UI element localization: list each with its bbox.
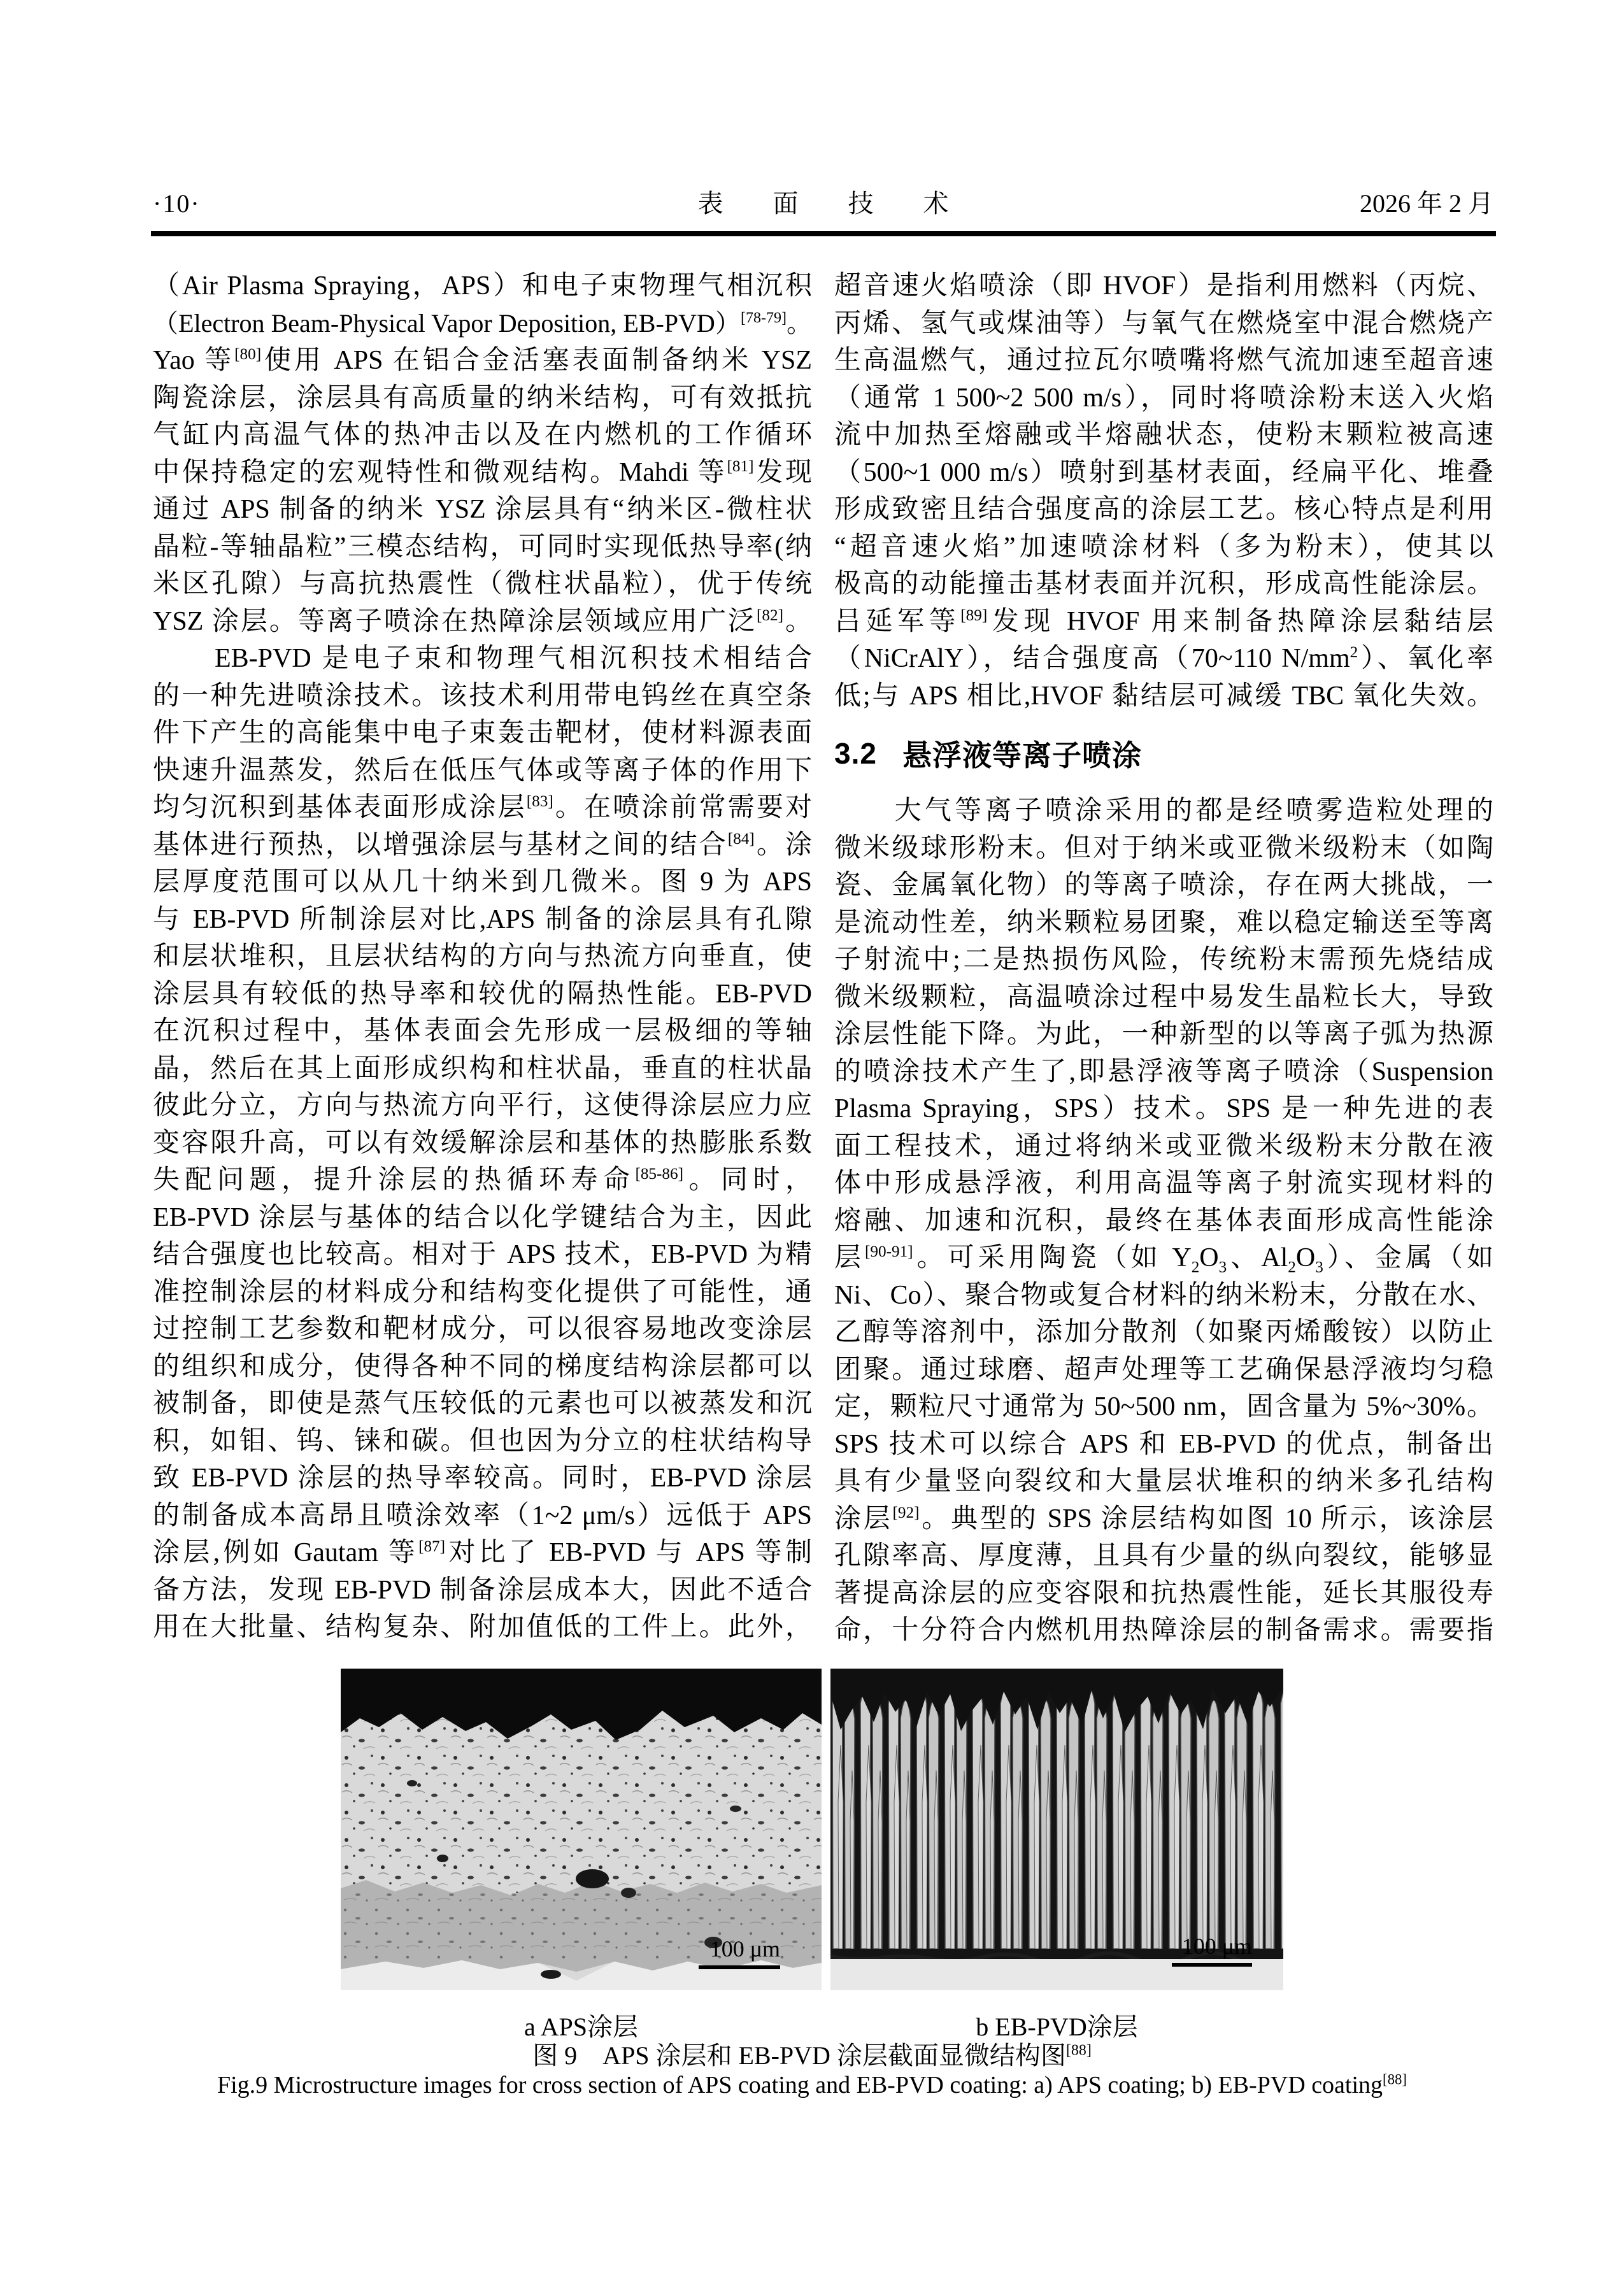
aps-micrograph-image — [341, 1669, 822, 1990]
panel-a-label: a APS涂层 — [524, 2013, 638, 2041]
text-line: 孔隙率高、厚度薄，且具有少量的纵向裂纹，能够显 — [834, 1541, 1493, 1571]
text-line: Ni、Co）、聚合物或复合材料的纳米粉末，分散在水、 — [834, 1280, 1493, 1310]
text-line: 涂层,例如 Gautam 等[87]对比了 EB-PVD 与 APS 等制 — [153, 1538, 812, 1567]
text-line: 著提高涂层的应变容限和抗热震性能，延长其服役寿 — [834, 1578, 1493, 1608]
text-line: 体中形成悬浮液，利用高温等离子射流实现材料的 — [834, 1169, 1493, 1198]
text-line: 中保持稳定的宏观特性和微观结构。Mahdi 等[81]发现 — [153, 457, 812, 487]
section-heading — [834, 715, 1493, 792]
text-line: 过控制工艺参数和靶材成分，可以很容易地改变涂层 — [153, 1315, 812, 1344]
text-line: 具有少量竖向裂纹和大量层状堆积的纳米多孔结构 — [834, 1467, 1493, 1496]
text-line: 极高的动能撞击基材表面并沉积，形成高性能涂层。 — [834, 569, 1493, 599]
text-line: 米区孔隙）与高抗热震性（微柱状晶粒），优于传统 — [153, 569, 812, 599]
text-line: 瓷、金属氧化物）的等离子喷涂，存在两大挑战，一 — [834, 871, 1493, 900]
text-line: 的组织和成分，使得各种不同的梯度结构涂层都可以 — [153, 1351, 812, 1381]
scale-bar-b — [1172, 1963, 1252, 1967]
text-line: 层厚度范围可以从几十纳米到几微米。图 9 为 APS — [153, 867, 812, 897]
text-line: YSZ 涂层。等离子喷涂在热障涂层领域应用广泛[82]。 — [153, 606, 812, 636]
text-line: Yao 等[80]使用 APS 在铝合金活塞表面制备纳米 YSZ — [153, 346, 812, 375]
text-line: 气缸内高温气体的热冲击以及在内燃机的工作循环 — [153, 420, 812, 450]
right-column — [834, 267, 1493, 1649]
right-column-part1 — [834, 267, 1493, 715]
section-title: 悬浮液等离子喷涂 — [902, 739, 1142, 772]
text-line: 面工程技术，通过将纳米或亚微米级粉末分散在液 — [834, 1131, 1493, 1161]
text-line: SPS 技术可以综合 APS 和 EB-PVD 的优点，制备出 — [834, 1429, 1493, 1459]
text-line: 涂层性能下降。为此，一种新型的以等离子弧为热源 — [834, 1020, 1493, 1049]
figure-9 — [341, 1669, 1286, 2043]
text-line: 基体进行预热，以增强涂层与基材之间的结合[84]。涂 — [153, 830, 812, 860]
text-line: 与 EB-PVD 所制涂层对比,APS 制备的涂层具有孔隙 — [153, 904, 812, 934]
left-column — [153, 267, 812, 1646]
text-line: 微米级颗粒，高温喷涂过程中易发生晶粒长大，导致 — [834, 982, 1493, 1012]
text-line: 层[90-91]。可采用陶瓷（如 $Y_2O_3$、$Al_2O_3$）、金属（如 — [834, 1243, 1493, 1276]
text-line: 晶粒-等轴晶粒”三模态结构，可同时实现低热导率(纳 — [153, 532, 812, 562]
text-line: 晶，然后在其上面形成织构和柱状晶，垂直的柱状晶 — [153, 1053, 812, 1083]
text-line: 的制备成本高昂且喷涂效率（1~2 μm/s）远低于 APS — [153, 1500, 812, 1530]
text-line: 致 EB-PVD 涂层的热导率较高。同时，EB-PVD 涂层 — [153, 1464, 812, 1493]
figure-caption-zh: 图 9 APS 涂层和 EB-PVD 涂层截面显微结构图[88] — [532, 2041, 1092, 2070]
scale-bar-label-b: 100 μm — [1181, 1934, 1252, 1959]
text-line: 件下产生的高能集中电子束轰击靶材，使材料源表面 — [153, 718, 812, 748]
text-line: 吕延军等[89]发现 HVOF 用来制备热障涂层黏结层 — [834, 606, 1493, 636]
text-line: 被制备，即使是蒸气压较低的元素也可以被蒸发和沉 — [153, 1389, 812, 1418]
panel-b-label: b EB-PVD涂层 — [976, 2013, 1138, 2041]
text-line: 丙烯、氢气或煤油等）与氧气在燃烧室中混合燃烧产 — [834, 308, 1493, 338]
text-line: 涂层[92]。典型的 SPS 涂层结构如图 10 所示，该涂层 — [834, 1504, 1493, 1534]
text-line: 在沉积过程中，基体表面会先形成一层极细的等轴 — [153, 1016, 812, 1046]
text-line: 彼此分立，方向与热流方向平行，这使得涂层应力应 — [153, 1091, 812, 1120]
text-line: 乙醇等溶剂中，添加分散剂（如聚丙烯酸铵）以防止 — [834, 1318, 1493, 1347]
text-line: 备方法，发现 EB-PVD 制备涂层成本大，因此不适合 — [153, 1575, 812, 1605]
text-line: （通常 1 500~2 500 m/s），同时将喷涂粉末送入火焰 — [834, 383, 1493, 413]
text-line: 流中加热至熔融或半熔融状态，使粉末颗粒被高速 — [834, 420, 1493, 450]
text-line: 大气等离子喷涂采用的都是经喷雾造粒处理的 — [834, 796, 1493, 825]
text-line: 准控制涂层的材料成分和结构变化提供了可能性，通 — [153, 1277, 812, 1307]
text-line: 是流动性差，纳米颗粒易团聚，难以稳定输送至等离 — [834, 908, 1493, 937]
text-line: EB-PVD 涂层与基体的结合以化学键结合为主，因此 — [153, 1202, 812, 1232]
page-number: ·10· — [153, 189, 201, 218]
text-line: 微米级球形粉末。但对于纳米或亚微米级粉末（如陶 — [834, 833, 1493, 863]
text-line: （NiCrAlY），结合强度高（70~110 $N/mm^2$）、氧化率 — [834, 644, 1493, 673]
text-line: 用在大批量、结构复杂、附加值低的工件上。此外， — [153, 1613, 812, 1642]
text-line: 的喷涂技术产生了,即悬浮液等离子喷涂（Suspension — [834, 1057, 1493, 1087]
text-line: 超音速火焰喷涂（即 HVOF）是指利用燃料（丙烷、 — [834, 271, 1493, 301]
figure-caption-en: Fig.9 Microstructure images for cross section of APS coating and EB-PVD coating: a) APS coating; b) EB-PVD coating[88] — [217, 2071, 1407, 2098]
section-number: 3.2 — [834, 737, 877, 770]
text-line: 低;与 APS 相比,HVOF 黏结层可减缓 TBC 氧化失效。 — [834, 681, 1493, 711]
text-line: 失配问题，提升涂层的热循环寿命[85-86]。同时， — [153, 1165, 812, 1195]
text-line: 生高温燃气，通过拉瓦尔喷嘴将燃气流加速至超音速 — [834, 346, 1493, 375]
header-rule — [151, 231, 1496, 236]
text-line: （500~1 000 m/s）喷射到基材表面，经扁平化、堆叠 — [834, 457, 1493, 487]
text-line: 均匀沉积到基体表面形成涂层[83]。在喷涂前常需要对 — [153, 793, 812, 822]
text-line: 通过 APS 制备的纳米 YSZ 涂层具有“纳米区-微柱状 — [153, 495, 812, 524]
text-line: （Air Plasma Spraying，APS）和电子束物理气相沉积 — [153, 271, 812, 301]
text-line: 形成致密且结合强度高的涂层工艺。核心特点是利用 — [834, 495, 1493, 524]
text-line: 定，颗粒尺寸通常为 50~500 nm，固含量为 5%~30%。 — [834, 1392, 1493, 1421]
text-line: 命，十分符合内燃机用热障涂层的制备需求。需要指 — [834, 1616, 1493, 1645]
text-line: 和层状堆积，且层状结构的方向与热流方向垂直，使 — [153, 942, 812, 971]
page-header — [153, 183, 1493, 220]
figure-images — [341, 1669, 1286, 1990]
text-line: “超音速火焰”加速喷涂材料（多为粉末），使其以 — [834, 532, 1493, 562]
scale-bar-a — [699, 1965, 780, 1969]
text-line: 积，如钼、钨、铼和碳。但也因为分立的柱状结构导 — [153, 1426, 812, 1456]
text-line: 的一种先进喷涂技术。该技术利用带电钨丝在真空条 — [153, 681, 812, 711]
text-line: （Electron Beam-Physical Vapor Deposition, EB-PVD）[78-79]。 — [153, 308, 812, 338]
journal-title: 表 面 技 术 — [697, 189, 971, 218]
right-column-part2 — [834, 792, 1493, 1649]
text-line: 子射流中;二是热损伤风险，传统粉末需预先烧结成 — [834, 945, 1493, 974]
text-line: 熔融、加速和沉积，最终在基体表面形成高性能涂 — [834, 1206, 1493, 1236]
text-line: 快速升温蒸发，然后在低压气体或等离子体的作用下 — [153, 755, 812, 785]
ebpvd-micrograph-image — [830, 1669, 1283, 1990]
text-line: 结合强度也比较高。相对于 APS 技术，EB-PVD 为精 — [153, 1240, 812, 1269]
scale-bar-label-a: 100 μm — [709, 1936, 780, 1962]
text-line: 变容限升高，可以有效缓解涂层和基体的热膨胀系数 — [153, 1128, 812, 1158]
text-line: 陶瓷涂层，涂层具有高质量的纳米结构，可有效抵抗 — [153, 383, 812, 413]
text-line: EB-PVD 是电子束和物理气相沉积技术相结合 — [153, 644, 812, 673]
text-line: Plasma Spraying，SPS）技术。SPS 是一种先进的表 — [834, 1094, 1493, 1123]
text-line: 团聚。通过球磨、超声处理等工艺确保悬浮液均匀稳 — [834, 1355, 1493, 1385]
issue-date: 2026 年 2 月 — [1360, 189, 1493, 218]
text-line: 涂层具有较低的热导率和较优的隔热性能。EB-PVD — [153, 979, 812, 1009]
